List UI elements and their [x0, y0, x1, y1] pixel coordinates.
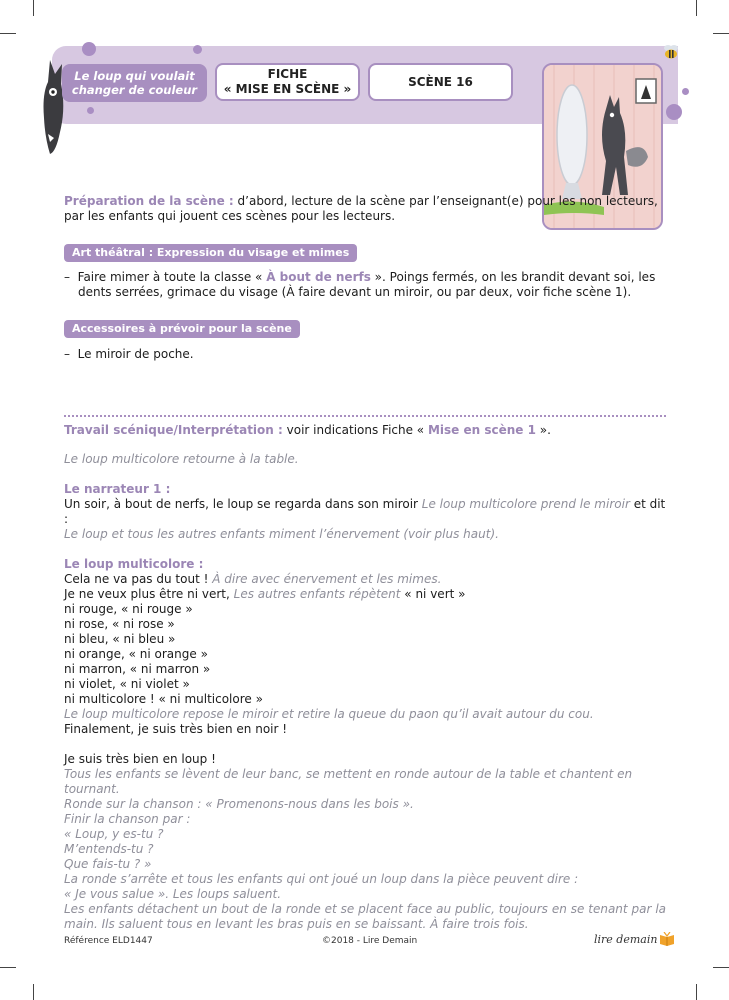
wolf-line: ni orange, « ni orange » — [64, 647, 208, 661]
stage-direction: Le loup et tous les autres enfants miment l’énervement (voir plus haut). — [64, 527, 499, 541]
wolf-label: Le loup multicolore : — [64, 557, 204, 571]
accessoires-item — [64, 347, 666, 362]
paint-splat — [682, 88, 689, 95]
narrator-line — [64, 497, 666, 527]
preparation-label: Préparation de la scène : — [64, 194, 234, 208]
wolf-text-end: « ni vert » — [400, 587, 466, 601]
song-line: Que fais-tu ? » — [64, 857, 152, 871]
art-highlight: À bout de nerfs — [266, 270, 371, 284]
wolf-line: ni rose, « ni rose » — [64, 617, 175, 631]
crop-mark — [696, 0, 697, 16]
brand-name: lire demain — [594, 932, 658, 946]
fiche-type: « MISE EN SCÈNE » — [223, 82, 352, 96]
section-divider — [64, 415, 666, 417]
crop-mark — [33, 0, 34, 16]
stage-direction: Le loup multicolore prend le miroir — [421, 497, 630, 511]
scene-number: SCÈNE 16 — [408, 74, 473, 89]
art-text-end: ». Poings fermés, on les brandit devant soi, les dents serrées, grimace du visage (À faire devant un miroir, ou par deux, voir fiche scène 1). — [78, 270, 656, 299]
copyright-text: ©2018 - Lire Demain — [322, 936, 418, 946]
script-block — [64, 452, 666, 932]
art-section — [64, 244, 666, 262]
wolf-line: Je suis très bien en loup ! — [64, 752, 216, 766]
brand-logo — [594, 932, 675, 946]
preparation-text: d’abord, lecture de la scène par l’enseignant(e) pour les non lecteurs, par les enfants qui jouent ces scènes pour les lecteurs. — [64, 194, 658, 223]
travail-label: Travail scénique/Interprétation : — [64, 423, 283, 437]
stage-direction: Le loup multicolore repose le miroir et retire la queue du paon qu’il avait autour du cou. — [64, 707, 594, 721]
crop-mark — [696, 984, 697, 1000]
wolf-line: ni marron, « ni marron » — [64, 662, 211, 676]
travail-highlight: Mise en scène 1 — [427, 423, 536, 437]
art-item — [64, 270, 666, 300]
stage-direction: Les autres enfants répètent — [233, 587, 401, 601]
narrator-text-end: et dit : — [64, 497, 666, 526]
stage-direction: Les enfants détachent un bout de la ronde et se placent face au public, toujours en se tenant par la main. Ils saluent tous en levant les bras puis en se baissant. À faire trois fois. — [64, 902, 666, 931]
art-text-start: Faire mimer à toute la classe « — [77, 270, 267, 284]
accessoires-text: Le miroir de poche. — [77, 347, 194, 361]
paint-splat — [87, 107, 94, 114]
song-line: « Loup, y es-tu ? — [64, 827, 164, 841]
crop-mark — [713, 33, 729, 34]
story-title: Le loup qui voulait changer de couleur — [62, 64, 207, 102]
crop-mark — [713, 967, 729, 968]
narrator-label: Le narrateur 1 : — [64, 482, 171, 496]
wolf-line: Finalement, je suis très bien en noir ! — [64, 722, 288, 736]
crop-mark — [0, 33, 16, 34]
fiche-box — [215, 63, 360, 101]
paint-splat — [666, 104, 682, 120]
stage-direction: Le loup multicolore retourne à la table. — [64, 452, 299, 466]
wolf-text: Je ne veux plus être ni vert, — [64, 587, 234, 601]
wolf-text: Cela ne va pas du tout ! — [64, 572, 213, 586]
stage-direction: « Je vous salue ». Les loups saluent. — [64, 887, 282, 901]
wolf-line: ni bleu, « ni bleu » — [64, 632, 176, 646]
travail-paragraph — [64, 423, 666, 438]
list-dash: – — [64, 347, 70, 361]
fiche-label: FICHE — [267, 67, 308, 81]
stage-direction: La ronde s’arrête et tous les enfants qui ont joué un loup dans la pièce peuvent dire : — [64, 872, 579, 886]
preparation-paragraph — [64, 194, 666, 224]
art-heading: Art théâtral : Expression du visage et mimes — [64, 244, 357, 262]
accessoires-section — [64, 320, 666, 338]
wolf-line: ni rouge, « ni rouge » — [64, 602, 193, 616]
wolf-line: ni multicolore ! « ni multicolore » — [64, 692, 263, 706]
bee-icon — [662, 44, 680, 60]
stage-direction: À dire avec énervement et les mimes. — [212, 572, 442, 586]
stage-direction: Tous les enfants se lèvent de leur banc, se mettent en ronde autour de la table et chantent en tournant. — [64, 767, 633, 796]
travail-text-end: ». — [535, 423, 551, 437]
scene-box — [368, 63, 513, 101]
paint-splat — [193, 45, 202, 54]
crop-mark — [33, 984, 34, 1000]
song-line: M’entends-tu ? — [64, 842, 154, 856]
stage-direction: Finir la chanson par : — [64, 812, 191, 826]
book-icon — [659, 932, 675, 946]
narrator-text: Un soir, à bout de nerfs, le loup se regarda dans son miroir — [64, 497, 422, 511]
wolf-line — [64, 572, 666, 587]
reference-text: Référence ELD1447 — [64, 936, 153, 946]
accessoires-heading: Accessoires à prévoir pour la scène — [64, 320, 300, 338]
wolf-line: ni violet, « ni violet » — [64, 677, 190, 691]
crop-mark — [0, 967, 16, 968]
travail-text-start: voir indications Fiche « — [282, 423, 428, 437]
stage-direction: Ronde sur la chanson : « Promenons-nous dans les bois ». — [64, 797, 414, 811]
wolf-line — [64, 587, 666, 602]
paint-splat — [82, 42, 96, 56]
list-dash: – — [64, 270, 70, 284]
